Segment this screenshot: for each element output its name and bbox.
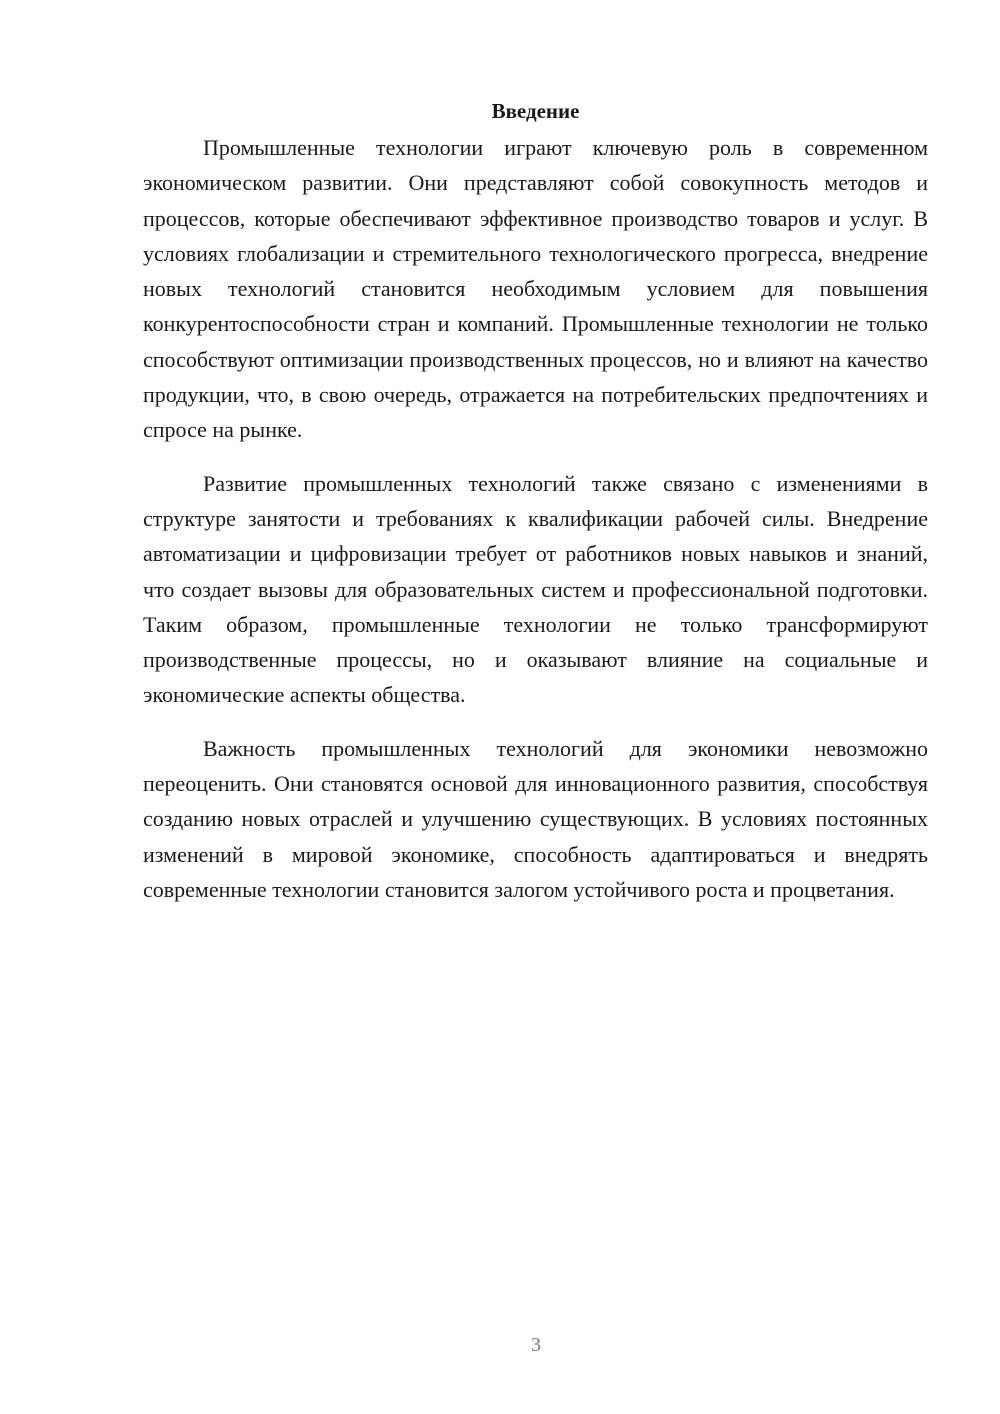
section-heading: Введение: [491, 99, 580, 123]
paragraph-3: Важность промышленных технологий для экономики невозможно переоценить. Они становятся основой для инновационного развития, способствуя созданию новых отраслей и улучшению существующих. В условиях постоянных изменений в мировой экономике, способность адаптироваться и внедрять современные технологии становится залогом устойчивого роста и процветания.: [143, 735, 928, 902]
paragraph-1: Промышленные технологии играют ключевую роль в современном экономическом развитии. Они представляют собой совокупность методов и процессов, которые обеспечивают эффективное производство товаров и услуг. В условиях глобализации и стремительного технологического прогресса, внедрение новых технологий становится необходимым условием для повышения конкурентоспособности стран и компаний. Промышленные технологии не только способствуют оптимизации производственных процессов, но и влияют на качество продукции, что, в свою очередь, отражается на потребительских предпочтениях и спросе на рынке.: [143, 135, 928, 443]
page-number: 3: [531, 1334, 541, 1356]
page-content: [143, 96, 928, 925]
paragraph-2: Развитие промышленных технологий также связано с изменениями в структуре занятости и требованиях к квалификации рабочей силы. Внедрение автоматизации и цифровизации требует от работников новых навыков и знаний, что создает вызовы для образовательных систем и профессиональной подготовки. Таким образом, промышленные технологии не только трансформируют производственные процессы, но и оказывают влияние на социальные и экономические аспекты общества.: [143, 470, 928, 708]
